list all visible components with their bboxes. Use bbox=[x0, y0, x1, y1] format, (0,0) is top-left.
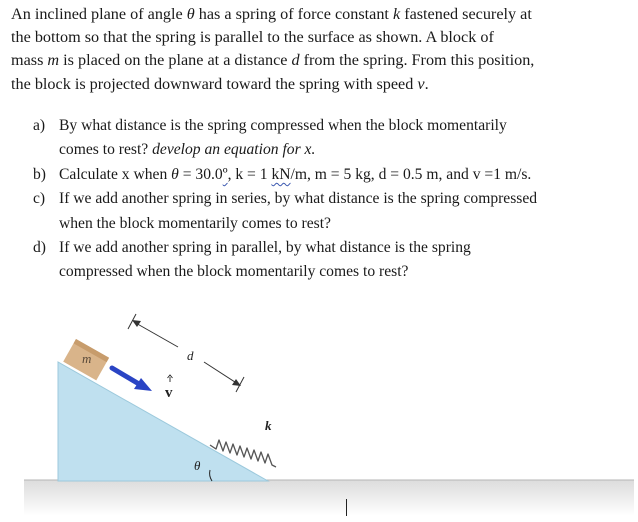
question-list bbox=[33, 114, 633, 285]
distance-dimension bbox=[128, 314, 244, 392]
ground bbox=[24, 480, 634, 516]
spellcheck-underline: kN bbox=[271, 165, 291, 183]
question-line: If we add another spring in series, by what distance is the spring compressed bbox=[59, 190, 538, 208]
question-line: Calculate x when θ = 30.0º, k = 1 kN/m, m = 5 kg, d = 0.5 m, and v =1 m/s. bbox=[59, 165, 532, 183]
intro-line: An inclined plane of angle θ has a spring of force constant k fastened securely at bbox=[11, 5, 532, 23]
spring-label: k bbox=[265, 418, 272, 433]
spellcheck-underline: º bbox=[222, 165, 228, 183]
math-variable: v bbox=[417, 74, 425, 93]
question-line: If we add another spring in parallel, by what distance is the spring bbox=[59, 239, 471, 257]
math-variable: d bbox=[291, 51, 300, 70]
text-cursor bbox=[346, 499, 347, 516]
intro-line: mass m is placed on the plane at a distance d from the spring. From this position, bbox=[11, 51, 535, 70]
velocity-arrow-shaft bbox=[112, 368, 139, 384]
question-label: c) bbox=[33, 190, 46, 208]
question-b bbox=[33, 163, 633, 187]
problem-intro bbox=[11, 3, 633, 96]
intro-line: the bottom so that the spring is parallel to the surface as shown. A block of bbox=[11, 28, 494, 47]
incline-diagram bbox=[0, 300, 638, 522]
question-label: b) bbox=[33, 165, 46, 183]
math-variable: θ bbox=[186, 5, 195, 23]
angle-label: θ bbox=[194, 458, 201, 473]
question-c bbox=[33, 187, 633, 236]
question-line: when the block momentarily comes to rest? bbox=[59, 214, 331, 232]
math-variable: k bbox=[392, 5, 401, 23]
question-label: d) bbox=[33, 239, 46, 257]
block-label: m bbox=[82, 351, 92, 366]
intro-line: the block is projected downward toward the spring with speed v. bbox=[11, 74, 429, 93]
velocity-label: v bbox=[165, 385, 173, 401]
question-label: a) bbox=[33, 117, 46, 134]
math-variable: m bbox=[47, 51, 60, 70]
math-variable: develop an equation for x. bbox=[152, 141, 316, 159]
question-line: By what distance is the spring compressed when the block momentarily bbox=[59, 117, 507, 134]
math-variable: θ bbox=[171, 165, 179, 183]
question-a bbox=[33, 114, 633, 163]
question-d bbox=[33, 236, 633, 285]
distance-label: d bbox=[187, 348, 194, 363]
question-line: compressed when the block momentarily comes to rest? bbox=[59, 263, 409, 281]
question-line: comes to rest? develop an equation for x. bbox=[59, 141, 316, 159]
